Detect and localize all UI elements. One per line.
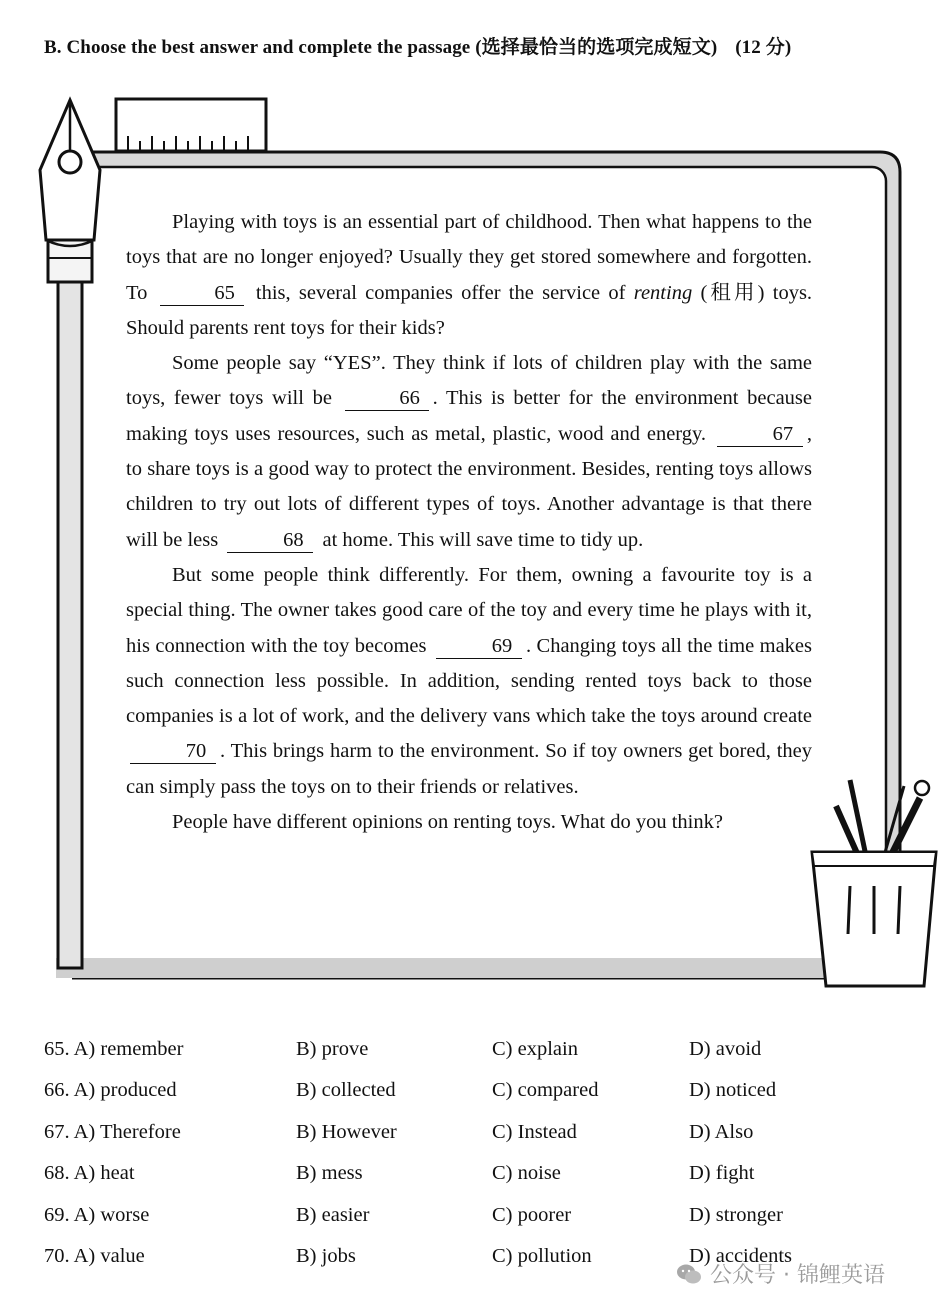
option-row-65 (44, 1038, 924, 1079)
p2-text-b: . This is better for the environment because making toys uses resources, such as metal, plastic, wood and energy. (126, 387, 812, 445)
option-65-d[interactable]: D) avoid (689, 1038, 762, 1060)
answer-options (44, 1038, 924, 1286)
option-row-69 (44, 1204, 924, 1245)
p3-text-a: But some people think differently. For them, owning a favourite toy is a special thing. The owner takes good care of the toy and every time he plays with it, his connection with the toy becomes (126, 563, 812, 657)
blank-66: 66 (345, 386, 429, 411)
option-69-c[interactable]: C) poorer (492, 1203, 572, 1226)
p1-text-c: (租用) toys. Should parents rent toys for their kids? (126, 281, 813, 339)
option-70-c[interactable]: C) pollution (492, 1244, 592, 1267)
paragraph-1 (126, 205, 812, 346)
option-70-a[interactable]: 70. A) value (44, 1244, 145, 1267)
blank-69: 69 (436, 634, 522, 659)
option-row-66 (44, 1079, 924, 1120)
option-67-c[interactable]: C) Instead (492, 1120, 577, 1143)
passage (126, 205, 812, 840)
option-66-b[interactable]: B) collected (296, 1079, 396, 1102)
watermark (676, 1258, 885, 1289)
p1-text-b: this, several companies offer the service of (255, 281, 626, 304)
option-67-a[interactable]: 67. A) Therefore (44, 1120, 181, 1143)
option-68-d[interactable]: D) fight (689, 1162, 755, 1185)
blank-67: 67 (717, 422, 803, 447)
p1-text-a: Playing with toys is an essential part of childhood. Then what happens to the toys that are no longer enjoyed? Usually they get stored somewhere and forgotten. To (126, 211, 812, 304)
option-67-b[interactable]: B) However (296, 1120, 397, 1143)
p3-text-c: . This brings harm to the environment. So if toy owners get bored, they can simply pass the toys on to their friends or relatives. (126, 740, 812, 798)
option-row-67 (44, 1121, 924, 1162)
paragraph-3 (126, 558, 812, 805)
watermark-text: 公众号 · 锦鲤英语 (710, 1263, 885, 1288)
wechat-icon (676, 1263, 702, 1285)
option-row-68 (44, 1162, 924, 1203)
option-68-c[interactable]: C) noise (492, 1162, 561, 1185)
option-67-d[interactable]: D) Also (689, 1120, 754, 1143)
paragraph-4: People have different opinions on renting toys. What do you think? (172, 811, 723, 834)
p3-text-b: . Changing toys all the time makes such connection less possible. In addition, sending rented toys back to those companies is a lot of work, and the delivery vans which take the toys around create (126, 634, 812, 728)
option-65-a[interactable]: 65. A) remember (44, 1038, 184, 1060)
ruler-icon (116, 99, 266, 151)
option-68-a[interactable]: 68. A) heat (44, 1162, 135, 1185)
option-66-a[interactable]: 66. A) produced (44, 1079, 177, 1102)
p2-text-a: Some people say “YES”. They think if lots of children play with the same toys, fewer toys will be (126, 352, 812, 410)
option-69-d[interactable]: D) stronger (689, 1203, 783, 1226)
section-title: B. Choose the best answer and complete the passage (选择最恰当的选项完成短文) (44, 37, 718, 58)
option-68-b[interactable]: B) mess (296, 1162, 363, 1185)
section-points: (12 分) (735, 37, 792, 58)
option-69-b[interactable]: B) easier (296, 1203, 370, 1226)
option-70-b[interactable]: B) jobs (296, 1244, 356, 1267)
option-66-c[interactable]: C) compared (492, 1079, 599, 1102)
paragraph-2 (126, 346, 812, 558)
option-70-d[interactable]: D) accidents (689, 1244, 793, 1267)
option-66-d[interactable]: D) noticed (689, 1079, 777, 1102)
option-65-c[interactable]: C) explain (492, 1038, 578, 1060)
p2-text-c: , to share toys is a good way to protect the environment. Besides, renting toys allows children to try out lots of different types of toys. Another advantage is that there will be less (126, 422, 812, 551)
option-65-b[interactable]: B) prove (296, 1038, 369, 1060)
blank-68: 68 (227, 528, 313, 553)
blank-70: 70 (130, 739, 216, 764)
p2-text-d: at home. This will save time to tidy up. (322, 528, 644, 551)
blank-65: 65 (160, 281, 244, 306)
p1-italic-word: renting (633, 281, 693, 304)
option-69-a[interactable]: 69. A) worse (44, 1203, 150, 1226)
